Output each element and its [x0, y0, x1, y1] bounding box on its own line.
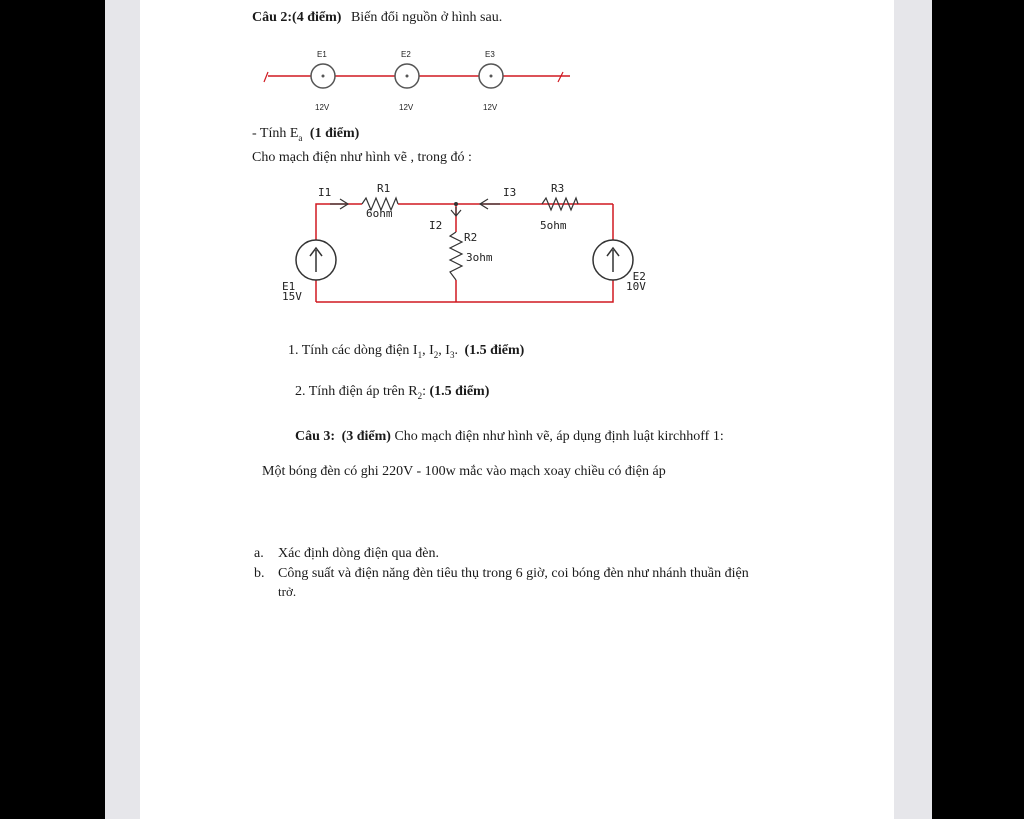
source-e2-label: E2	[401, 50, 411, 59]
value-r2: 3ohm	[466, 251, 493, 264]
source-e2-voltage: 12V	[399, 103, 414, 112]
label-r3: R3	[551, 182, 565, 195]
label-r1: R1	[377, 182, 391, 195]
label-e1: E1 15V	[282, 280, 302, 303]
current-i3-arrow	[480, 199, 500, 209]
label-r2: R2	[464, 231, 478, 244]
circuit-diagram	[140, 0, 894, 330]
label-i2: I2	[429, 219, 443, 232]
current-i1-arrow	[330, 199, 348, 209]
resistor-r2	[450, 232, 462, 280]
label-i1: I1	[318, 186, 332, 199]
source-e3-label: E3	[485, 50, 495, 59]
item-2: 2. Tính điện áp trên $R_2$: (1.5 điểm)	[295, 384, 490, 401]
label-i3: I3	[503, 186, 517, 199]
circuit-intro: Cho mạch điện như hình vẽ , trong đó :	[252, 150, 472, 165]
task-ea: - Tính $E_a$ (1 điểm)	[252, 126, 360, 143]
list-item-b: b. Công suất và điện năng đèn tiêu thụ trong 6 giờ, coi bóng đèn như nhánh thuần điện	[254, 566, 749, 581]
current-i2-arrow	[451, 207, 461, 216]
value-r3: 5ohm	[540, 219, 567, 232]
lamp-statement: Một bóng đèn có ghi 220V - 100w mắc vào mạch xoay chiều có điện áp	[262, 464, 666, 479]
value-r1: 6ohm	[366, 207, 393, 220]
label-e2: E2 10V	[626, 270, 646, 293]
source-e3-voltage: 12V	[483, 103, 498, 112]
list-item-b-continued: trở.	[278, 584, 297, 599]
source-e1-label: E1	[317, 50, 327, 59]
document-page	[140, 0, 894, 819]
source-e1-voltage: 12V	[315, 103, 330, 112]
question-3-heading: Câu 3: (3 điểm) Cho mạch điện như hình vẽ, áp dụng định luật kirchhoff 1:	[295, 429, 724, 444]
circuit-wires	[316, 204, 613, 302]
question-2-title: Câu 2:(4 điểm)	[252, 10, 342, 25]
question-2-text: Biến đổi nguồn ở hình sau.	[350, 10, 503, 25]
list-item-a: a. Xác định dòng điện qua đèn.	[254, 546, 439, 561]
item-1: 1. Tính các dòng điện $I_1$, $I_2$, $I_3$. (1.5 điểm)	[288, 343, 525, 360]
